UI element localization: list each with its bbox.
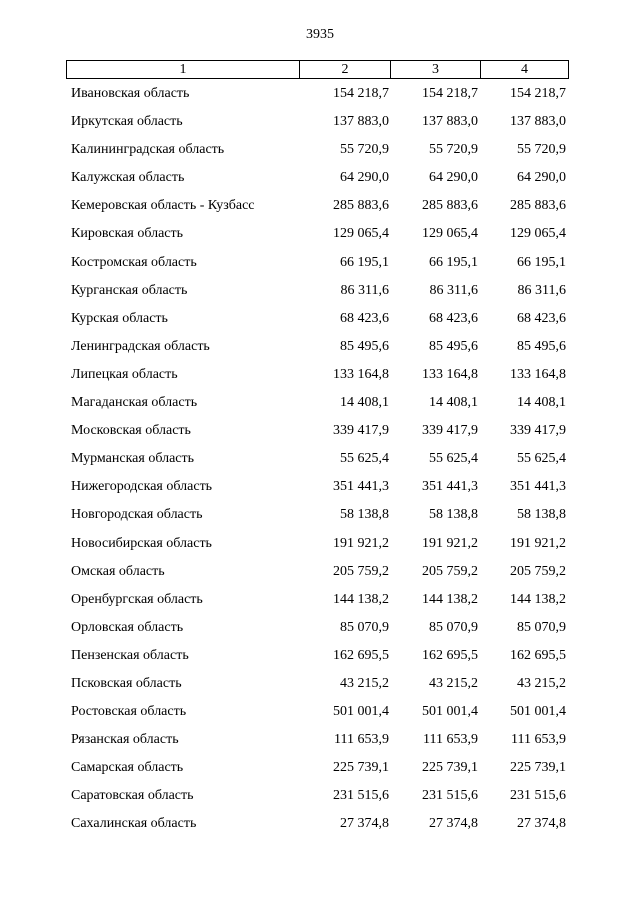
region-name: Магаданская область xyxy=(71,395,198,411)
value-column-2: 55 625,4 xyxy=(340,451,389,467)
value-column-4: 111 653,9 xyxy=(511,732,566,748)
column-header-1: 1 xyxy=(67,61,300,78)
value-column-2: 14 408,1 xyxy=(340,395,389,411)
value-column-2: 85 070,9 xyxy=(340,619,389,635)
value-column-3: 85 495,6 xyxy=(429,338,478,354)
value-column-2: 501 001,4 xyxy=(333,704,389,720)
table-row xyxy=(0,111,640,139)
region-name: Омская область xyxy=(71,563,165,579)
value-column-4: 14 408,1 xyxy=(517,395,566,411)
value-column-4: 129 065,4 xyxy=(510,226,566,242)
value-column-2: 27 374,8 xyxy=(340,816,389,832)
region-name: Рязанская область xyxy=(71,732,179,748)
region-name: Ростовская область xyxy=(71,704,187,720)
value-column-4: 351 441,3 xyxy=(510,479,566,495)
value-column-3: 14 408,1 xyxy=(429,395,478,411)
table-row xyxy=(0,561,640,589)
column-header-3: 3 xyxy=(391,61,481,78)
region-name: Сахалинская область xyxy=(71,816,197,832)
column-header-2: 2 xyxy=(300,61,391,78)
region-name: Пензенская область xyxy=(71,647,189,663)
table-body xyxy=(0,83,640,842)
value-column-4: 285 883,6 xyxy=(510,198,566,214)
table-row xyxy=(0,673,640,701)
region-name: Калининградская область xyxy=(71,142,225,158)
table-row xyxy=(0,83,640,111)
value-column-4: 86 311,6 xyxy=(517,282,566,298)
value-column-4: 154 218,7 xyxy=(510,86,566,101)
value-column-4: 225 739,1 xyxy=(510,760,566,776)
value-column-3: 205 759,2 xyxy=(422,563,478,579)
value-column-4: 55 720,9 xyxy=(517,142,566,158)
value-column-3: 58 138,8 xyxy=(429,507,478,523)
region-name: Орловская область xyxy=(71,619,184,635)
value-column-3: 86 311,6 xyxy=(429,282,478,298)
region-name: Кировская область xyxy=(71,226,184,242)
value-column-2: 55 720,9 xyxy=(340,142,389,158)
region-name: Новосибирская область xyxy=(71,535,212,551)
value-column-3: 66 195,1 xyxy=(429,254,478,270)
value-column-3: 285 883,6 xyxy=(422,198,478,214)
value-column-4: 66 195,1 xyxy=(517,254,566,270)
value-column-3: 64 290,0 xyxy=(429,170,478,186)
value-column-2: 154 218,7 xyxy=(333,86,389,101)
region-name: Ленинградская область xyxy=(71,338,210,354)
table-row xyxy=(0,139,640,167)
region-name: Псковская область xyxy=(71,675,182,691)
region-name: Курганская область xyxy=(71,282,188,298)
value-column-2: 231 515,6 xyxy=(333,788,389,804)
region-name: Курская область xyxy=(71,310,168,326)
table-row xyxy=(0,223,640,251)
value-column-4: 58 138,8 xyxy=(517,507,566,523)
value-column-4: 68 423,6 xyxy=(517,310,566,326)
table-row xyxy=(0,308,640,336)
value-column-3: 351 441,3 xyxy=(422,479,478,495)
value-column-2: 351 441,3 xyxy=(333,479,389,495)
table-row xyxy=(0,589,640,617)
table-row xyxy=(0,167,640,195)
value-column-3: 27 374,8 xyxy=(429,816,478,832)
region-name: Московская область xyxy=(71,423,191,439)
value-column-2: 205 759,2 xyxy=(333,563,389,579)
column-header-4: 4 xyxy=(521,62,528,77)
value-column-4: 64 290,0 xyxy=(517,170,566,186)
table-row xyxy=(0,448,640,476)
table-row xyxy=(0,533,640,561)
table-row xyxy=(0,645,640,673)
value-column-3: 231 515,6 xyxy=(422,788,478,804)
value-column-4: 144 138,2 xyxy=(510,591,566,607)
value-column-3: 501 001,4 xyxy=(422,704,478,720)
table-header xyxy=(66,60,569,79)
value-column-3: 111 653,9 xyxy=(423,732,478,748)
table-row xyxy=(0,785,640,813)
value-column-3: 43 215,2 xyxy=(429,675,478,691)
value-column-3: 133 164,8 xyxy=(422,366,478,382)
value-column-3: 137 883,0 xyxy=(422,114,478,130)
value-column-3: 129 065,4 xyxy=(422,226,478,242)
value-column-2: 339 417,9 xyxy=(333,423,389,439)
region-name: Иркутская область xyxy=(71,114,183,130)
value-column-3: 339 417,9 xyxy=(422,423,478,439)
region-name: Оренбургская область xyxy=(71,591,203,607)
value-column-4: 85 070,9 xyxy=(517,619,566,635)
region-name: Ивановская область xyxy=(71,86,190,101)
value-column-2: 225 739,1 xyxy=(333,760,389,776)
table-row xyxy=(0,813,640,841)
value-column-4: 137 883,0 xyxy=(510,114,566,130)
value-column-4: 133 164,8 xyxy=(510,366,566,382)
value-column-4: 43 215,2 xyxy=(517,675,566,691)
value-column-3: 191 921,2 xyxy=(422,535,478,551)
value-column-4: 55 625,4 xyxy=(517,451,566,467)
value-column-3: 68 423,6 xyxy=(429,310,478,326)
value-column-3: 55 625,4 xyxy=(429,451,478,467)
value-column-2: 86 311,6 xyxy=(340,282,389,298)
value-column-2: 285 883,6 xyxy=(333,198,389,214)
table-row xyxy=(0,364,640,392)
value-column-4: 27 374,8 xyxy=(517,816,566,832)
value-column-3: 154 218,7 xyxy=(422,86,478,101)
value-column-4: 85 495,6 xyxy=(517,338,566,354)
value-column-2: 133 164,8 xyxy=(333,366,389,382)
page-number: 3935 xyxy=(306,27,334,42)
table-row xyxy=(0,392,640,420)
value-column-4: 191 921,2 xyxy=(510,535,566,551)
value-column-4: 162 695,5 xyxy=(510,647,566,663)
region-name: Самарская область xyxy=(71,760,184,776)
table-row xyxy=(0,617,640,645)
value-column-3: 225 739,1 xyxy=(422,760,478,776)
table-row xyxy=(0,420,640,448)
value-column-4: 231 515,6 xyxy=(510,788,566,804)
table-row xyxy=(0,701,640,729)
value-column-2: 111 653,9 xyxy=(334,732,389,748)
value-column-3: 162 695,5 xyxy=(422,647,478,663)
table-row xyxy=(0,757,640,785)
value-column-2: 58 138,8 xyxy=(340,507,389,523)
region-name: Костромская область xyxy=(71,254,197,270)
region-name: Калужская область xyxy=(71,170,185,186)
value-column-2: 137 883,0 xyxy=(333,114,389,130)
table-row xyxy=(0,280,640,308)
value-column-2: 129 065,4 xyxy=(333,226,389,242)
value-column-2: 66 195,1 xyxy=(340,254,389,270)
region-name: Липецкая область xyxy=(71,366,178,382)
value-column-4: 501 001,4 xyxy=(510,704,566,720)
table-row xyxy=(0,195,640,223)
value-column-3: 85 070,9 xyxy=(429,619,478,635)
region-name: Кемеровская область - Кузбасс xyxy=(71,198,255,214)
table-row xyxy=(0,729,640,757)
value-column-2: 43 215,2 xyxy=(340,675,389,691)
value-column-4: 205 759,2 xyxy=(510,563,566,579)
region-name: Нижегородская область xyxy=(71,479,213,495)
table-row xyxy=(0,336,640,364)
value-column-2: 64 290,0 xyxy=(340,170,389,186)
value-column-2: 144 138,2 xyxy=(333,591,389,607)
value-column-4: 339 417,9 xyxy=(510,423,566,439)
value-column-3: 144 138,2 xyxy=(422,591,478,607)
value-column-3: 55 720,9 xyxy=(429,142,478,158)
table-row xyxy=(0,252,640,280)
value-column-2: 191 921,2 xyxy=(333,535,389,551)
value-column-2: 162 695,5 xyxy=(333,647,389,663)
value-column-2: 85 495,6 xyxy=(340,338,389,354)
region-name: Новгородская область xyxy=(71,507,203,523)
table-row xyxy=(0,476,640,504)
region-name: Саратовская область xyxy=(71,788,194,804)
region-name: Мурманская область xyxy=(71,451,195,467)
value-column-2: 68 423,6 xyxy=(340,310,389,326)
table-row xyxy=(0,504,640,532)
